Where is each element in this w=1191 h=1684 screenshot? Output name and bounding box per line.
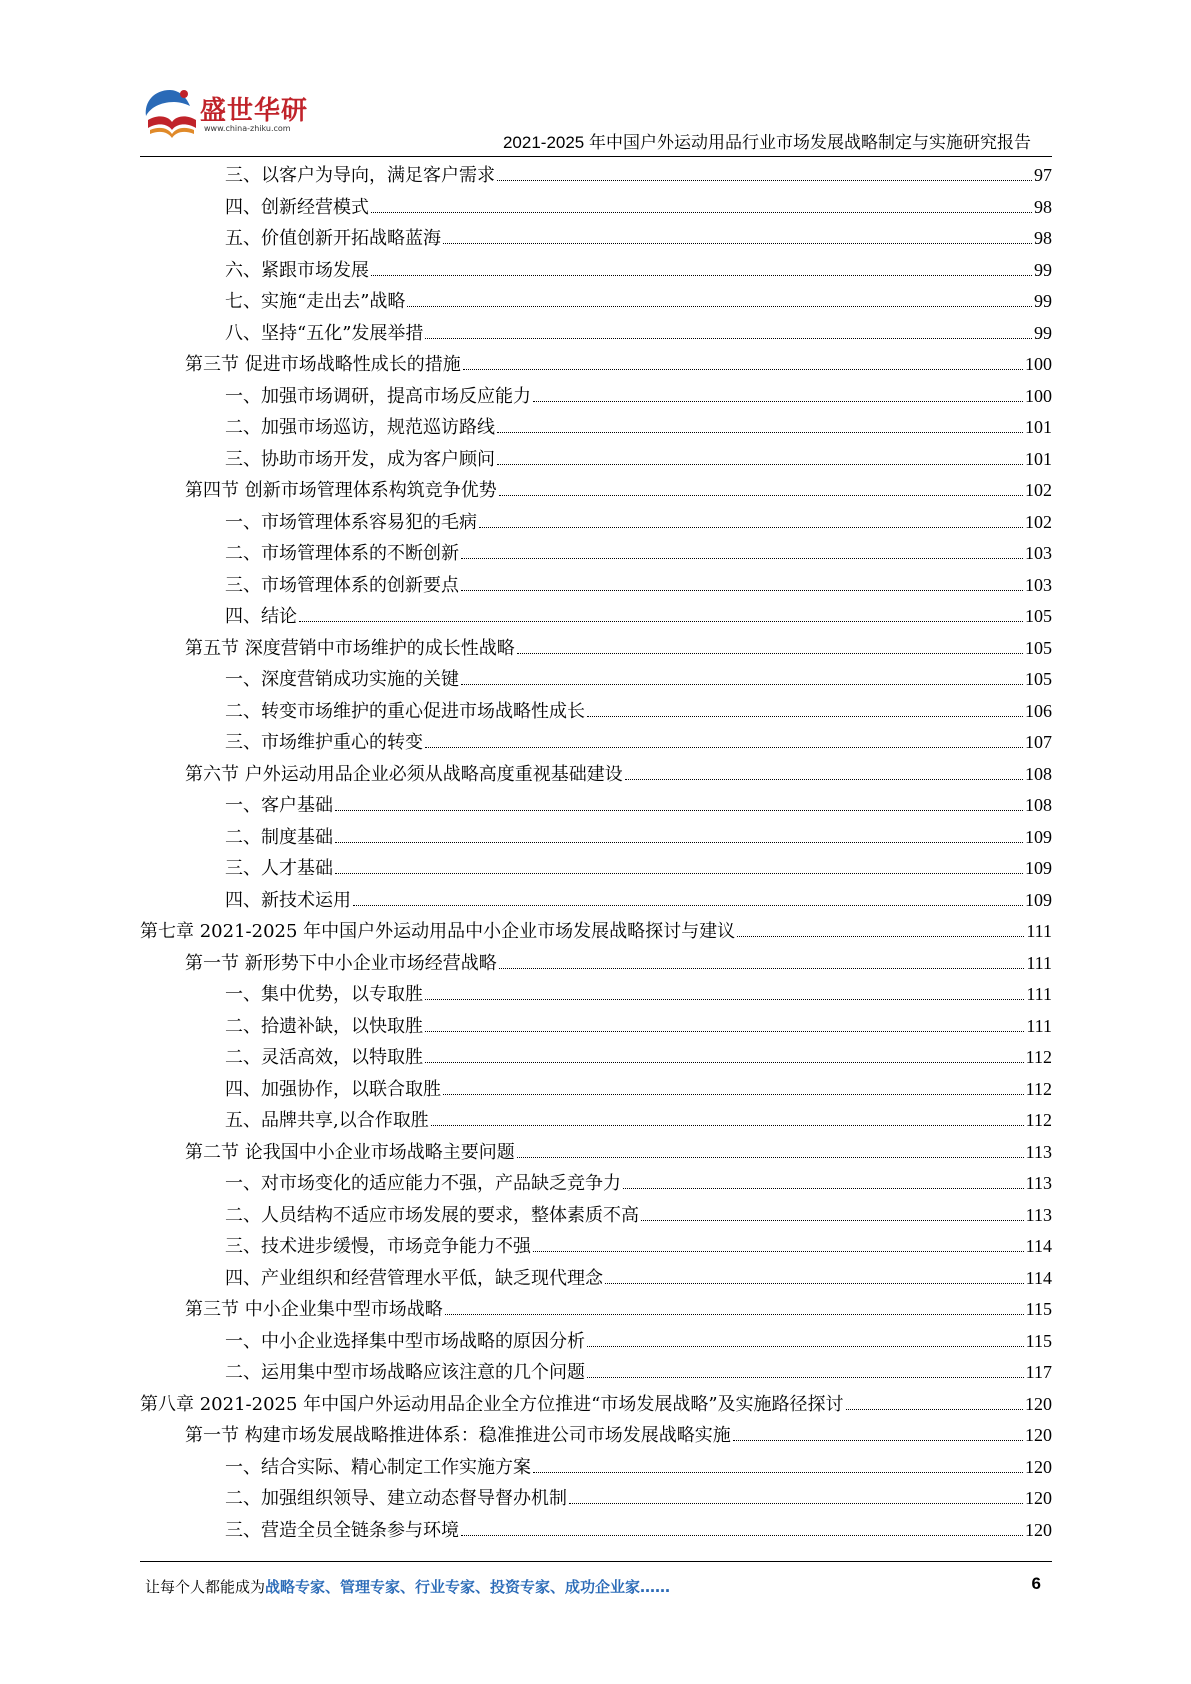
header-divider	[140, 156, 1052, 157]
toc-section-entry[interactable]	[140, 633, 1052, 665]
toc-entry-page: 113	[1025, 1173, 1052, 1193]
toc-subsection-entry[interactable]	[140, 1483, 1052, 1515]
toc-entry-title: 一、市场管理体系容易犯的毛病	[225, 511, 477, 533]
toc-entry-title: 二、转变市场维护的重心促进市场战略性成长	[225, 700, 585, 722]
toc-dot-leader	[623, 1188, 1024, 1189]
page-number: 6	[1031, 1574, 1041, 1593]
toc-dot-leader	[641, 1220, 1024, 1221]
toc-entry-title: 四、产业组织和经营管理水平低，缺乏现代理念	[225, 1267, 603, 1289]
toc-dot-leader	[497, 464, 1023, 465]
toc-entry-page: 102	[1025, 480, 1052, 500]
toc-dot-leader	[479, 527, 1023, 528]
toc-dot-leader	[737, 936, 1024, 937]
toc-entry-title: 三、市场维护重心的转变	[225, 732, 423, 753]
toc-entry-title: 四、创新经营模式	[225, 196, 369, 218]
toc-entry-title: 三、人才基础	[225, 858, 333, 879]
toc-subsection-entry[interactable]	[140, 1011, 1052, 1043]
toc-entry-page: 105	[1025, 606, 1052, 626]
toc-entry-title: 二、加强市场巡访，规范巡访路线	[225, 417, 495, 438]
toc-entry-title: 一、客户基础	[225, 795, 333, 816]
toc-entry-page: 111	[1026, 952, 1052, 973]
toc-subsection-entry[interactable]	[140, 318, 1052, 350]
toc-entry-title: 三、以客户为导向，满足客户需求	[225, 165, 495, 186]
toc-entry-page: 120	[1025, 1488, 1052, 1508]
toc-entry-page: 97	[1034, 165, 1052, 185]
toc-entry-title: 一、深度营销成功实施的关键	[225, 669, 459, 690]
toc-subsection-entry[interactable]	[140, 570, 1052, 602]
toc-entry-page: 114	[1025, 1267, 1052, 1288]
toc-entry-title: 二、加强组织领导、建立动态督导督办机制	[225, 1488, 567, 1509]
toc-dot-leader	[533, 1472, 1023, 1473]
toc-entry-title: 五、价值创新开拓战略蓝海	[225, 228, 441, 249]
toc-dot-leader	[425, 999, 1024, 1000]
toc-entry-page: 105	[1025, 637, 1052, 658]
toc-dot-leader	[299, 621, 1023, 622]
toc-entry-title: 三、技术进步缓慢，市场竞争能力不强	[225, 1236, 531, 1257]
toc-entry-page: 120	[1025, 1425, 1052, 1445]
toc-entry-title: 二、市场管理体系的不断创新	[225, 543, 459, 564]
toc-subsection-entry[interactable]	[140, 507, 1052, 539]
toc-subsection-entry[interactable]	[140, 1326, 1052, 1358]
toc-dot-leader	[605, 1283, 1024, 1284]
toc-entry-page: 112	[1025, 1047, 1052, 1067]
toc-dot-leader	[517, 1157, 1024, 1158]
toc-subsection-entry[interactable]	[140, 1074, 1052, 1106]
toc-entry-page: 99	[1034, 259, 1052, 280]
toc-dot-leader	[335, 810, 1023, 811]
toc-entry-title: 第二节 论我国中小企业市场战略主要问题	[185, 1141, 515, 1163]
footer-slogan	[145, 1576, 670, 1597]
toc-dot-leader	[463, 369, 1023, 370]
toc-entry-title: 第一节 构建市场发展战略推进体系：稳准推进公司市场发展战略实施	[185, 1425, 731, 1446]
toc-entry-page: 115	[1025, 1299, 1052, 1319]
toc-entry-title: 第三节 促进市场战略性成长的措施	[185, 354, 461, 375]
toc-section-entry[interactable]	[140, 349, 1052, 381]
logo-book-icon	[140, 84, 202, 146]
toc-entry-title: 五、品牌共享,以合作取胜	[225, 1110, 429, 1131]
toc-entry-page: 115	[1025, 1330, 1052, 1351]
toc-dot-leader	[425, 747, 1023, 748]
toc-subsection-entry[interactable]	[140, 160, 1052, 192]
toc-chapter-entry[interactable]	[140, 916, 1052, 948]
toc-entry-page: 120	[1025, 1393, 1052, 1414]
table-of-contents	[140, 160, 1052, 1546]
toc-subsection-entry[interactable]	[140, 1515, 1052, 1547]
toc-entry-page: 113	[1025, 1141, 1052, 1162]
toc-dot-leader	[461, 1535, 1023, 1536]
toc-dot-leader	[461, 684, 1023, 685]
toc-entry-title: 第五节 深度营销中市场维护的成长性战略	[185, 637, 515, 659]
toc-entry-title: 三、协助市场开发，成为客户顾问	[225, 448, 495, 470]
toc-entry-page: 117	[1025, 1362, 1052, 1382]
toc-entry-title: 四、加强协作，以联合取胜	[225, 1078, 441, 1100]
toc-subsection-entry[interactable]	[140, 1263, 1052, 1295]
toc-entry-title: 第四节 创新市场管理体系构筑竞争优势	[185, 480, 497, 501]
toc-subsection-entry[interactable]	[140, 412, 1052, 444]
toc-entry-page: 113	[1025, 1204, 1052, 1225]
toc-dot-leader	[533, 401, 1023, 402]
toc-subsection-entry[interactable]	[140, 1357, 1052, 1389]
toc-dot-leader	[443, 243, 1032, 244]
toc-entry-page: 101	[1025, 448, 1052, 469]
logo-text: 盛世华研	[200, 96, 309, 126]
toc-entry-page: 108	[1025, 763, 1052, 784]
toc-dot-leader	[371, 275, 1032, 276]
toc-dot-leader	[497, 432, 1023, 433]
toc-dot-leader	[533, 1251, 1024, 1252]
toc-entry-page: 103	[1025, 574, 1052, 595]
toc-subsection-entry[interactable]	[140, 444, 1052, 476]
toc-dot-leader	[407, 306, 1032, 307]
logo-url: www.china-zhiku.com	[204, 124, 291, 133]
toc-subsection-entry[interactable]	[140, 601, 1052, 633]
toc-entry-title: 一、对市场变化的适应能力不强，产品缺乏竞争力	[225, 1173, 621, 1194]
toc-dot-leader	[425, 1031, 1024, 1032]
toc-subsection-entry[interactable]	[140, 255, 1052, 287]
toc-entry-page: 109	[1025, 826, 1052, 847]
toc-entry-page: 109	[1025, 858, 1052, 878]
toc-entry-page: 112	[1025, 1110, 1052, 1130]
toc-entry-title: 二、运用集中型市场战略应该注意的几个问题	[225, 1362, 585, 1383]
toc-subsection-entry[interactable]	[140, 192, 1052, 224]
toc-dot-leader	[733, 1440, 1023, 1441]
company-logo	[140, 84, 310, 152]
toc-entry-page: 107	[1025, 732, 1052, 752]
toc-dot-leader	[443, 1094, 1024, 1095]
toc-subsection-entry[interactable]	[140, 1042, 1052, 1074]
toc-entry-title: 三、营造全员全链条参与环境	[225, 1519, 459, 1541]
toc-entry-title: 一、结合实际、精心制定工作实施方案	[225, 1456, 531, 1478]
toc-entry-page: 111	[1026, 921, 1052, 941]
toc-dot-leader	[625, 779, 1023, 780]
toc-subsection-entry[interactable]	[140, 1105, 1052, 1137]
toc-dot-leader	[587, 716, 1023, 717]
toc-entry-title: 一、加强市场调研，提高市场反应能力	[225, 385, 531, 407]
toc-entry-title: 二、灵活高效，以特取胜	[225, 1047, 423, 1068]
toc-entry-title: 第八章 2021-2025 年中国户外运动用品企业全方位推进“市场发展战略”及实施路径探讨	[140, 1393, 844, 1415]
toc-entry-title: 第六节 户外运动用品企业必须从战略高度重视基础建设	[185, 763, 623, 785]
toc-dot-leader	[445, 1314, 1024, 1315]
toc-dot-leader	[425, 338, 1032, 339]
toc-dot-leader	[587, 1377, 1024, 1378]
toc-dot-leader	[499, 968, 1025, 969]
toc-subsection-entry[interactable]	[140, 1200, 1052, 1232]
toc-section-entry[interactable]	[140, 1420, 1052, 1452]
toc-entry-page: 114	[1025, 1236, 1052, 1256]
toc-entry-title: 二、制度基础	[225, 826, 333, 848]
footer-divider	[140, 1561, 1052, 1562]
toc-entry-page: 112	[1025, 1078, 1052, 1099]
toc-subsection-entry[interactable]	[140, 381, 1052, 413]
toc-entry-title: 三、市场管理体系的创新要点	[225, 574, 459, 596]
toc-entry-title: 七、实施“走出去”战略	[225, 291, 406, 312]
toc-entry-page: 105	[1025, 669, 1052, 689]
toc-dot-leader	[517, 653, 1023, 654]
toc-entry-page: 111	[1026, 1015, 1052, 1036]
toc-dot-leader	[497, 180, 1032, 181]
toc-subsection-entry[interactable]	[140, 664, 1052, 696]
toc-entry-page: 108	[1025, 795, 1052, 815]
toc-section-entry[interactable]	[140, 1294, 1052, 1326]
toc-section-entry[interactable]	[140, 475, 1052, 507]
toc-dot-leader	[569, 1503, 1023, 1504]
toc-subsection-entry[interactable]	[140, 822, 1052, 854]
toc-entry-page: 102	[1025, 511, 1052, 532]
toc-entry-page: 101	[1025, 417, 1052, 437]
toc-dot-leader	[335, 873, 1023, 874]
toc-entry-page: 99	[1034, 322, 1052, 343]
toc-subsection-entry[interactable]	[140, 790, 1052, 822]
toc-subsection-entry[interactable]	[140, 1452, 1052, 1484]
slogan-highlight: 战略专家、管理专家、行业专家、投资专家、成功企业家……	[265, 1578, 671, 1596]
report-title: 2021-2025 年中国户外运动用品行业市场发展战略制定与实施研究报告	[502, 133, 1031, 152]
toc-entry-page: 103	[1025, 543, 1052, 563]
toc-entry-title: 六、紧跟市场发展	[225, 259, 369, 281]
toc-dot-leader	[335, 842, 1023, 843]
toc-chapter-entry[interactable]	[140, 1389, 1052, 1421]
toc-entry-title: 四、结论	[225, 606, 297, 627]
slogan-prefix: 让每个人都能成为	[145, 1578, 266, 1596]
toc-entry-page: 120	[1025, 1456, 1052, 1477]
toc-entry-page: 99	[1034, 291, 1052, 311]
toc-dot-leader	[431, 1125, 1024, 1126]
toc-entry-page: 111	[1026, 984, 1052, 1004]
toc-dot-leader	[425, 1062, 1024, 1063]
toc-subsection-entry[interactable]	[140, 727, 1052, 759]
toc-entry-title: 二、人员结构不适应市场发展的要求，整体素质不高	[225, 1204, 639, 1226]
toc-entry-title: 第一节 新形势下中小企业市场经营战略	[185, 952, 497, 974]
toc-subsection-entry[interactable]	[140, 1168, 1052, 1200]
toc-subsection-entry[interactable]	[140, 979, 1052, 1011]
toc-entry-page: 100	[1025, 385, 1052, 406]
toc-section-entry[interactable]	[140, 759, 1052, 791]
toc-dot-leader	[499, 495, 1023, 496]
toc-subsection-entry[interactable]	[140, 885, 1052, 917]
toc-entry-title: 八、坚持“五化”发展举措	[225, 322, 424, 344]
toc-subsection-entry[interactable]	[140, 853, 1052, 885]
toc-subsection-entry[interactable]	[140, 1231, 1052, 1263]
toc-section-entry[interactable]	[140, 1137, 1052, 1169]
toc-dot-leader	[461, 558, 1023, 559]
toc-entry-page: 106	[1025, 700, 1052, 721]
toc-entry-page: 100	[1025, 354, 1052, 374]
toc-entry-page: 98	[1034, 228, 1052, 248]
toc-subsection-entry[interactable]	[140, 286, 1052, 318]
toc-entry-title: 二、拾遗补缺，以快取胜	[225, 1015, 423, 1037]
toc-entry-page: 109	[1025, 889, 1052, 910]
toc-subsection-entry[interactable]	[140, 223, 1052, 255]
toc-dot-leader	[353, 905, 1023, 906]
toc-entry-page: 120	[1025, 1519, 1052, 1540]
toc-entry-title: 第七章 2021-2025 年中国户外运动用品中小企业市场发展战略探讨与建议	[140, 921, 736, 942]
toc-entry-title: 一、集中优势，以专取胜	[225, 984, 423, 1005]
toc-dot-leader	[461, 590, 1023, 591]
toc-entry-title: 一、中小企业选择集中型市场战略的原因分析	[225, 1330, 585, 1352]
toc-dot-leader	[371, 212, 1032, 213]
toc-subsection-entry[interactable]	[140, 538, 1052, 570]
toc-section-entry[interactable]	[140, 948, 1052, 980]
toc-entry-title: 第三节 中小企业集中型市场战略	[185, 1299, 443, 1320]
toc-dot-leader	[846, 1409, 1023, 1410]
toc-subsection-entry[interactable]	[140, 696, 1052, 728]
toc-entry-page: 98	[1034, 196, 1052, 217]
toc-entry-title: 四、新技术运用	[225, 889, 351, 911]
toc-dot-leader	[587, 1346, 1024, 1347]
